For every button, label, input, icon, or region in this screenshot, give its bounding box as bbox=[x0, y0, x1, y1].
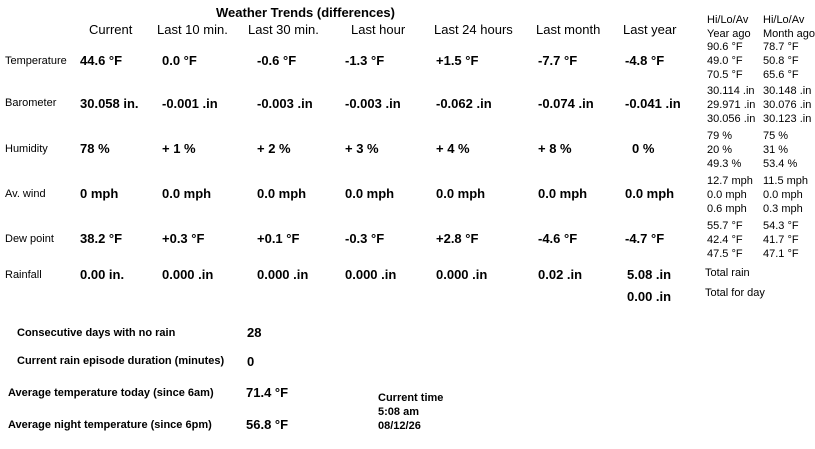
total-for-day-label: Total for day bbox=[705, 287, 765, 299]
rainfall-last-24-hours: 0.000 .in bbox=[436, 267, 488, 282]
humidity-month-ago: 75 % 31 % 53.4 % bbox=[763, 130, 798, 170]
rain-episode-value: 0 bbox=[247, 354, 255, 369]
rainfall-total-for-day: 0.00 .in bbox=[627, 289, 672, 304]
humidity-last-24-hours: + 4 % bbox=[436, 141, 470, 156]
current-time-value: 5:08 am bbox=[378, 406, 419, 418]
no-rain-days-value: 28 bbox=[247, 325, 262, 340]
column-header-last-30-min: Last 30 min. bbox=[248, 22, 319, 37]
temperature-year-ago: 90.6 °F 49.0 °F 70.5 °F bbox=[707, 41, 743, 81]
barometer-last-24-hours: -0.062 .in bbox=[436, 96, 492, 111]
wind-last-30-min: 0.0 mph bbox=[257, 186, 307, 201]
current-time-label: Current time bbox=[378, 392, 444, 404]
rainfall-last-month: 0.02 .in bbox=[538, 267, 583, 282]
column-header-current: Current bbox=[89, 22, 133, 37]
rainfall-last-hour: 0.000 .in bbox=[345, 267, 397, 282]
column-header-last-year: Last year bbox=[623, 22, 677, 37]
humidity-last-hour: + 3 % bbox=[345, 141, 379, 156]
temperature-last-year: -4.8 °F bbox=[625, 53, 665, 68]
humidity-current: 78 % bbox=[80, 141, 110, 156]
dewpoint-year-ago: 55.7 °F 42.4 °F 47.5 °F bbox=[707, 220, 743, 260]
wind-month-ago: 11.5 mph 0.0 mph 0.3 mph bbox=[763, 175, 809, 215]
barometer-last-30-min: -0.003 .in bbox=[257, 96, 313, 111]
humidity-last-month: + 8 % bbox=[538, 141, 572, 156]
dewpoint-last-24-hours: +2.8 °F bbox=[436, 231, 479, 246]
rainfall-current: 0.00 in. bbox=[80, 267, 125, 282]
temperature-last-hour: -1.3 °F bbox=[345, 53, 385, 68]
dewpoint-last-10-min: +0.3 °F bbox=[162, 231, 205, 246]
barometer-last-hour: -0.003 .in bbox=[345, 96, 401, 111]
row-label-rainfall: Rainfall bbox=[5, 269, 42, 281]
rainfall-last-10-min: 0.000 .in bbox=[162, 267, 214, 282]
barometer-last-year: -0.041 .in bbox=[625, 96, 681, 111]
column-header-last-month: Last month bbox=[536, 22, 601, 37]
current-time-block bbox=[378, 391, 443, 433]
wind-last-hour: 0.0 mph bbox=[345, 186, 395, 201]
column-header-last-10-min: Last 10 min. bbox=[157, 22, 228, 37]
rainfall-total-rain: 5.08 .in bbox=[627, 267, 672, 282]
avg-temp-today-label: Average temperature today (since 6am) bbox=[8, 387, 214, 399]
temperature-last-10-min: 0.0 °F bbox=[162, 53, 197, 68]
dewpoint-last-month: -4.6 °F bbox=[538, 231, 578, 246]
row-label-humidity: Humidity bbox=[5, 143, 48, 155]
dewpoint-last-hour: -0.3 °F bbox=[345, 231, 385, 246]
column-header-last-hour: Last hour bbox=[351, 22, 406, 37]
row-label-dew-point: Dew point bbox=[5, 233, 54, 245]
temperature-last-30-min: -0.6 °F bbox=[257, 53, 297, 68]
column-header-last-24-hours: Last 24 hours bbox=[434, 22, 513, 37]
humidity-last-year: 0 % bbox=[632, 141, 655, 156]
column-header-year-ago: Hi/Lo/Av Year ago bbox=[707, 14, 751, 40]
barometer-month-ago: 30.148 .in 30.076 .in 30.123 .in bbox=[763, 85, 812, 125]
barometer-current: 30.058 in. bbox=[80, 96, 139, 111]
rain-episode-label: Current rain episode duration (minutes) bbox=[17, 355, 225, 367]
row-label-barometer: Barometer bbox=[5, 97, 57, 109]
dewpoint-last-year: -4.7 °F bbox=[625, 231, 665, 246]
humidity-last-10-min: + 1 % bbox=[162, 141, 196, 156]
temperature-last-24-hours: +1.5 °F bbox=[436, 53, 479, 68]
row-label-temperature: Temperature bbox=[5, 55, 67, 67]
humidity-year-ago: 79 % 20 % 49.3 % bbox=[707, 130, 742, 170]
total-rain-label: Total rain bbox=[705, 267, 750, 279]
avg-night-temp-label: Average night temperature (since 6pm) bbox=[8, 419, 212, 431]
barometer-last-month: -0.074 .in bbox=[538, 96, 594, 111]
dewpoint-last-30-min: +0.1 °F bbox=[257, 231, 300, 246]
avg-night-temp-value: 56.8 °F bbox=[246, 417, 289, 432]
wind-current: 0 mph bbox=[80, 186, 119, 201]
column-header-month-ago: Hi/Lo/Av Month ago bbox=[763, 14, 815, 40]
wind-last-month: 0.0 mph bbox=[538, 186, 588, 201]
wind-last-10-min: 0.0 mph bbox=[162, 186, 212, 201]
dewpoint-current: 38.2 °F bbox=[80, 231, 123, 246]
current-date-value: 08/12/26 bbox=[378, 420, 421, 432]
barometer-last-10-min: -0.001 .in bbox=[162, 96, 218, 111]
rainfall-last-30-min: 0.000 .in bbox=[257, 267, 309, 282]
humidity-last-30-min: + 2 % bbox=[257, 141, 291, 156]
no-rain-days-label: Consecutive days with no rain bbox=[17, 327, 176, 339]
wind-last-24-hours: 0.0 mph bbox=[436, 186, 486, 201]
avg-temp-today-value: 71.4 °F bbox=[246, 385, 289, 400]
temperature-current: 44.6 °F bbox=[80, 53, 123, 68]
temperature-last-month: -7.7 °F bbox=[538, 53, 578, 68]
barometer-year-ago: 30.114 .in 29.971 .in 30.056 .in bbox=[707, 85, 756, 125]
page-title: Weather Trends (differences) bbox=[216, 5, 395, 20]
wind-last-year: 0.0 mph bbox=[625, 186, 675, 201]
wind-year-ago: 12.7 mph 0.0 mph 0.6 mph bbox=[707, 175, 753, 215]
temperature-month-ago: 78.7 °F 50.8 °F 65.6 °F bbox=[763, 41, 799, 81]
row-label-av-wind: Av. wind bbox=[5, 188, 46, 200]
dewpoint-month-ago: 54.3 °F 41.7 °F 47.1 °F bbox=[763, 220, 799, 260]
